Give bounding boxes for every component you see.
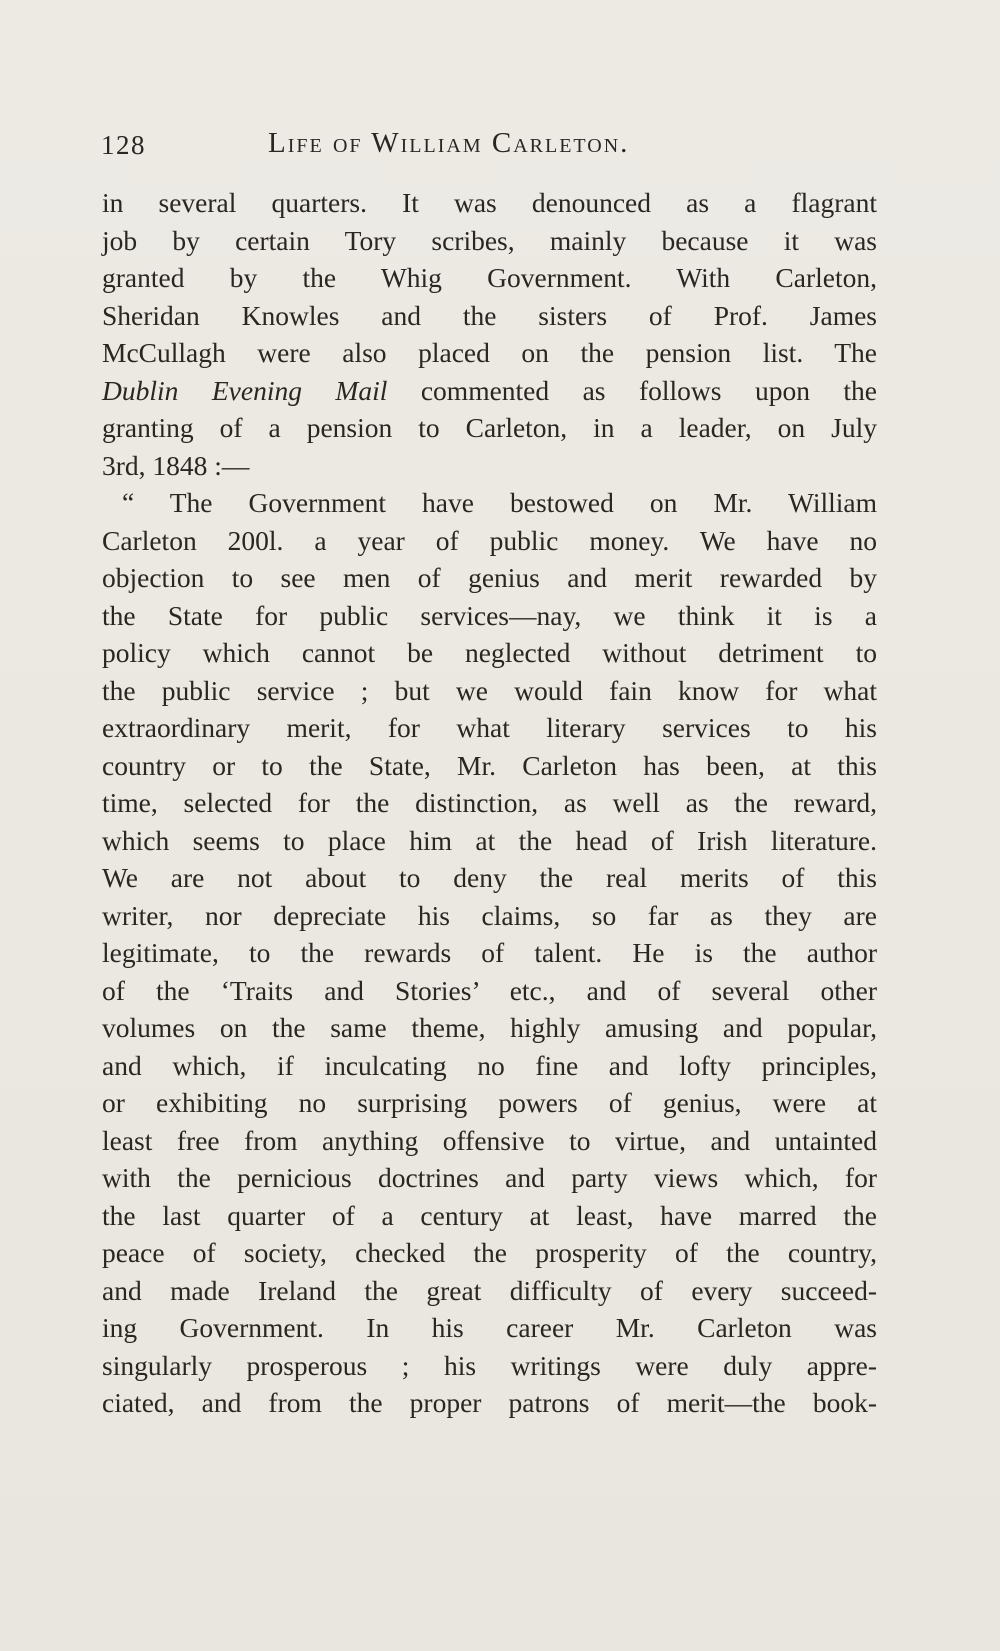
text-line: or exhibiting no surprising powers of genius, were at bbox=[102, 1087, 877, 1118]
text-line-remainder: commented as follows upon the bbox=[420, 374, 878, 406]
text-line-with-italic bbox=[102, 372, 877, 410]
text-line: Sheridan Knowles and the sisters of Prof. James bbox=[102, 299, 877, 331]
page-number: 128 bbox=[101, 130, 146, 160]
text-line: country or to the State, Mr. Carleton has been, at this bbox=[102, 749, 877, 781]
text-line: volumes on the same theme, highly amusing and popular, bbox=[102, 1012, 877, 1043]
text-line: the last quarter of a century at least, have marred the bbox=[102, 1199, 877, 1231]
text-line: in several quarters. It was denounced as a flagrant bbox=[102, 187, 877, 218]
text-line: granting of a pension to Carleton, in a leader, on July bbox=[102, 412, 877, 443]
text-line: We are not about to deny the real merits of this bbox=[102, 862, 877, 893]
quote-start-line: “ The Government have bestowed on Mr. William bbox=[122, 487, 877, 518]
text-line: singularly prosperous ; his writings were duly appre- bbox=[102, 1349, 877, 1381]
text-line: peace of society, checked the prosperity of the country, bbox=[102, 1237, 877, 1268]
page-header bbox=[101, 120, 881, 160]
text-line: the State for public services—nay, we think it is a bbox=[102, 599, 877, 631]
text-line: Carleton 200l. a year of public money. We have no bbox=[102, 524, 877, 556]
text-line: granted by the Whig Government. With Carleton, bbox=[102, 262, 877, 293]
text-line: time, selected for the distinction, as well as the reward, bbox=[102, 787, 877, 818]
text-line: job by certain Tory scribes, mainly because it was bbox=[102, 224, 877, 256]
text-line: 3rd, 1848 :— bbox=[102, 449, 250, 481]
text-line: least free from anything offensive to virtue, and untainted bbox=[102, 1124, 877, 1156]
text-line: extraordinary merit, for what literary services to his bbox=[102, 712, 877, 743]
text-line: which seems to place him at the head of Irish literature. bbox=[102, 824, 877, 856]
running-title: Life of William Carleton. bbox=[268, 127, 630, 159]
text-line: ciated, and from the proper patrons of merit—the book- bbox=[102, 1387, 877, 1418]
text-line: policy which cannot be neglected without detriment to bbox=[102, 637, 877, 668]
text-line: ing Government. In his career Mr. Carleton was bbox=[102, 1312, 877, 1343]
text-line: writer, nor depreciate his claims, so far as they are bbox=[102, 899, 877, 931]
text-line: legitimate, to the rewards of talent. He is the author bbox=[102, 937, 877, 968]
text-line: and which, if inculcating no fine and lofty principles, bbox=[102, 1049, 877, 1081]
text-line: with the pernicious doctrines and party views which, for bbox=[102, 1162, 877, 1193]
body-text bbox=[102, 184, 892, 1422]
italic-newspaper-title: Dublin Evening Mail bbox=[102, 374, 388, 406]
text-line: McCullagh were also placed on the pension list. The bbox=[102, 337, 877, 368]
text-line: objection to see men of genius and merit rewarded by bbox=[102, 562, 877, 593]
text-line: of the ‘Traits and Stories’ etc., and of several other bbox=[102, 974, 877, 1006]
text-line: and made Ireland the great difficulty of every succeed- bbox=[102, 1274, 877, 1306]
text-line: the public service ; but we would fain know for what bbox=[102, 674, 877, 706]
